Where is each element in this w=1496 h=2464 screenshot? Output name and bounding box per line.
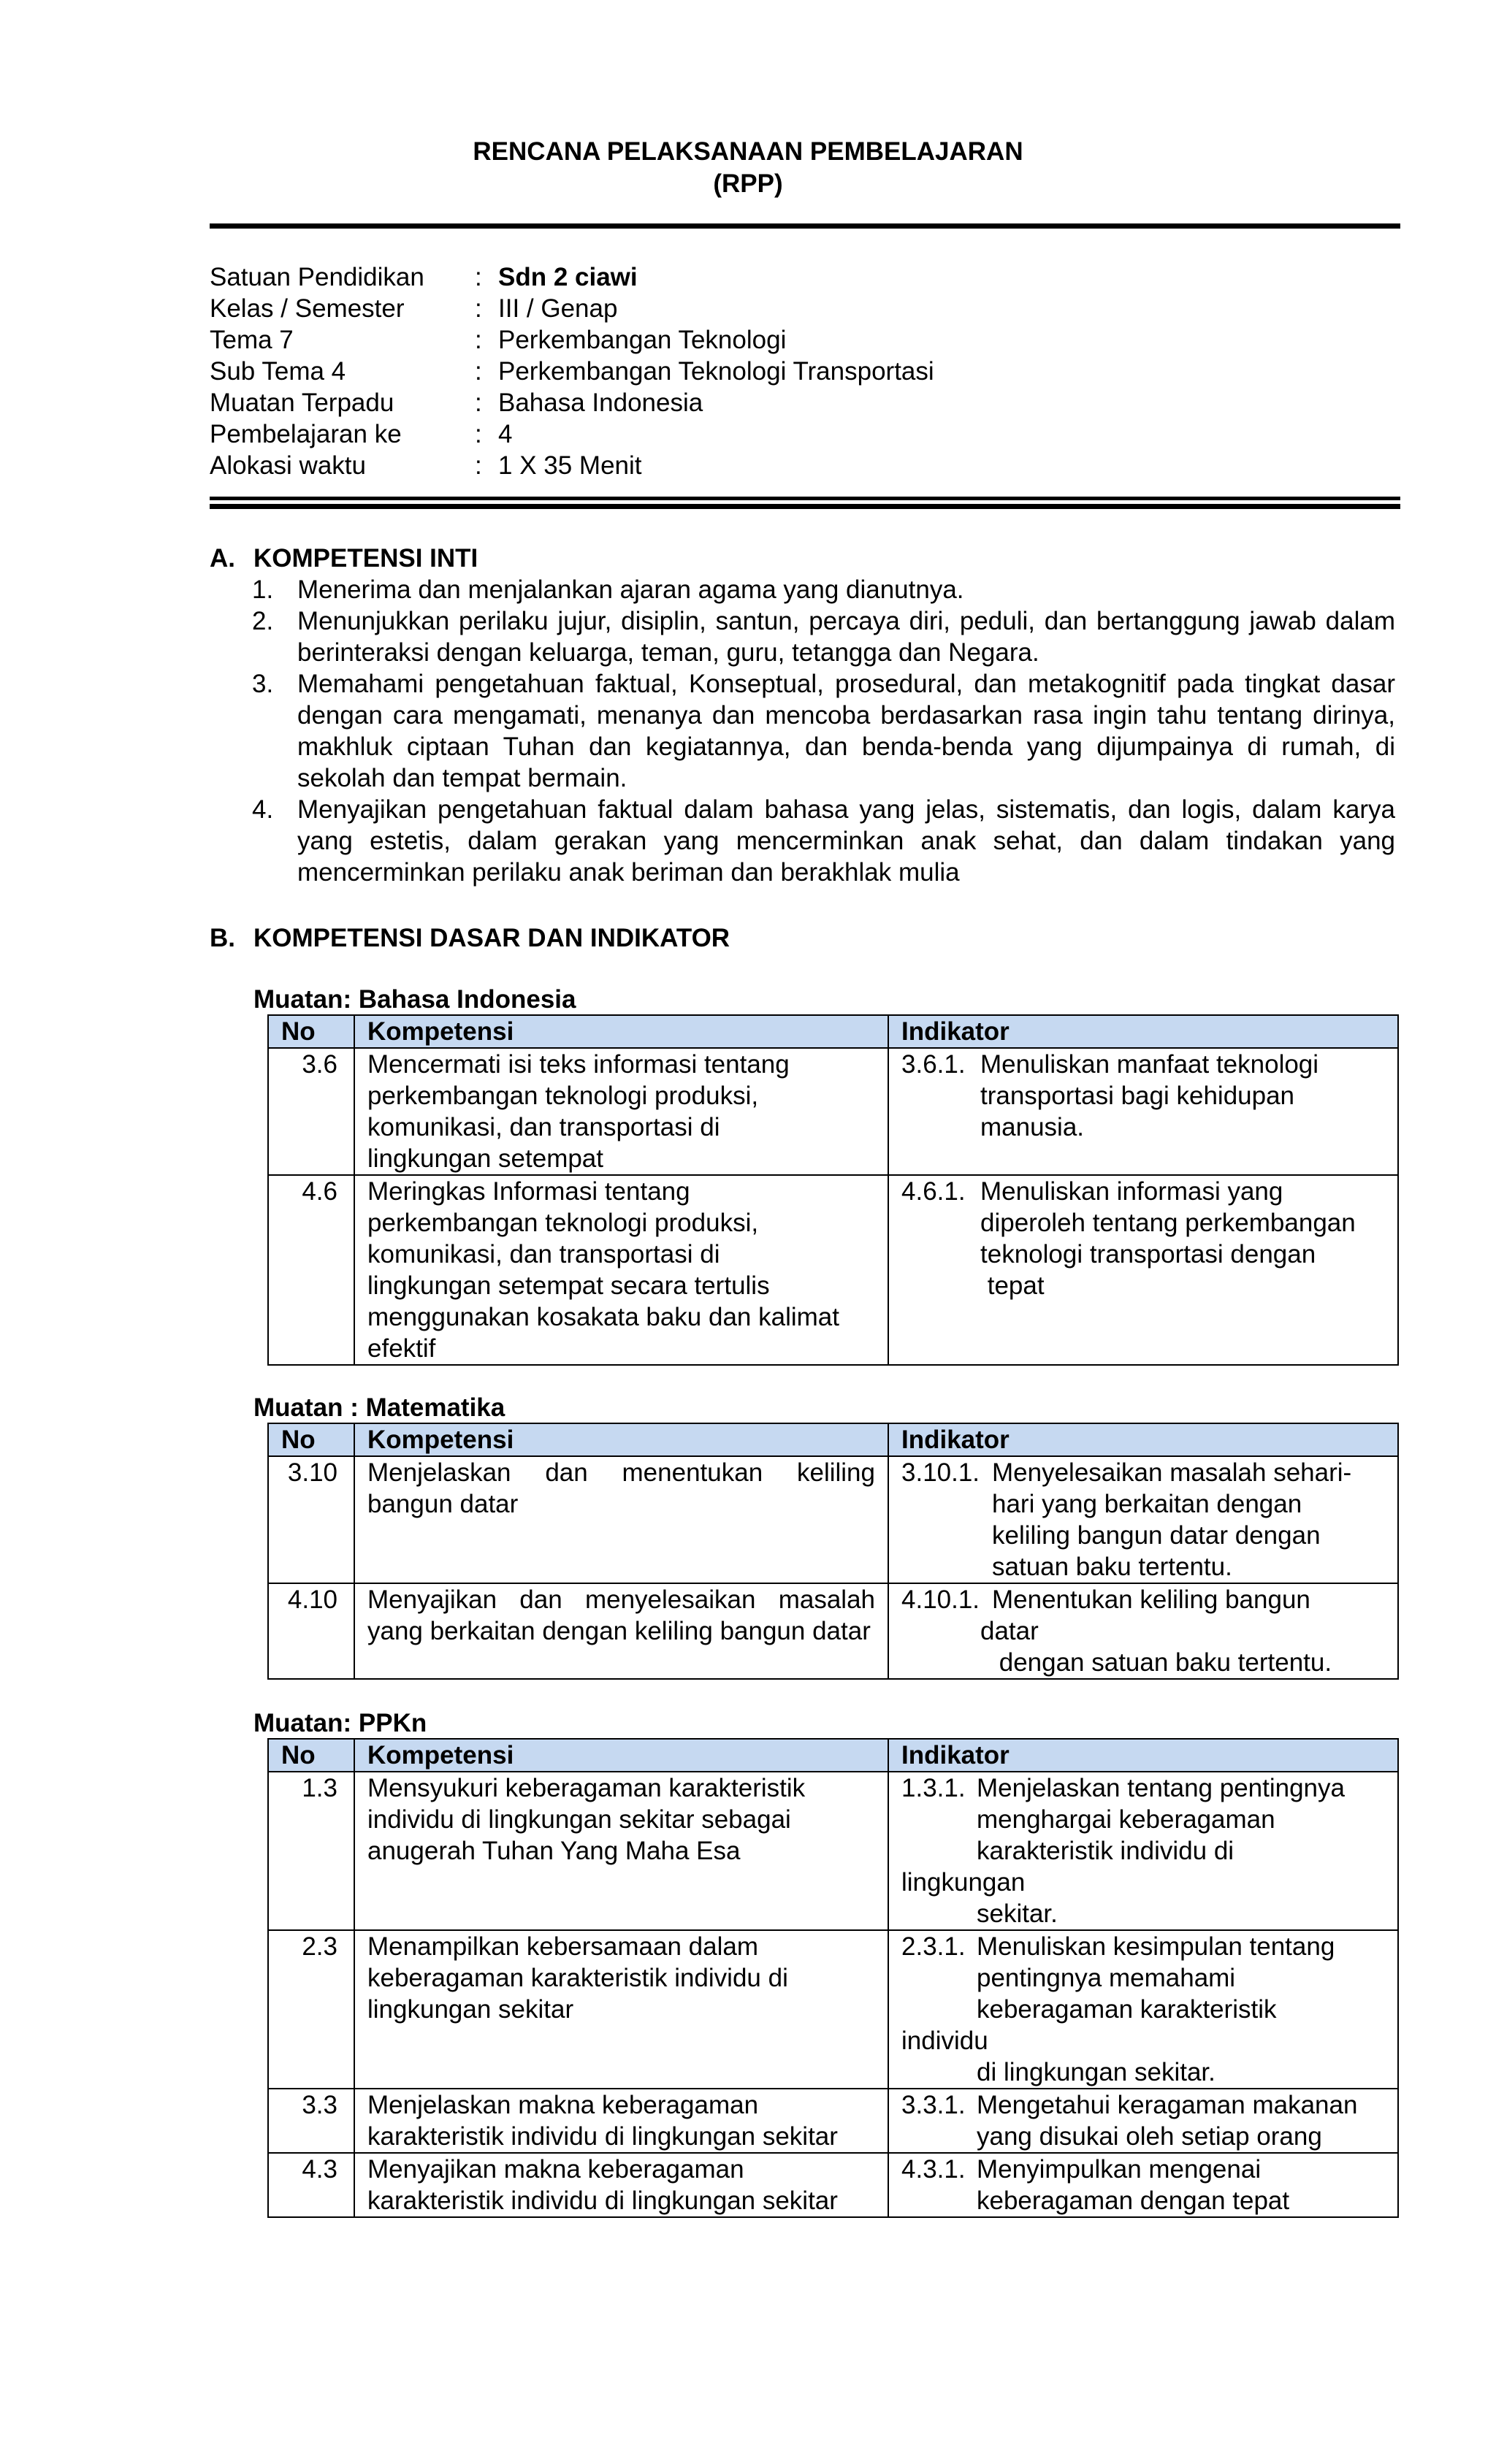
cell-indikator xyxy=(888,2089,1398,2153)
indicator-code: 4.3.1. xyxy=(901,2155,966,2184)
cell-indikator xyxy=(888,1175,1398,1365)
column-header-no: No xyxy=(268,1015,354,1048)
identity-label: Pembelajaran ke xyxy=(210,420,402,448)
text-line: komunikasi, dan transportasi di xyxy=(367,1240,720,1269)
table-row xyxy=(268,1456,1398,1583)
indicator-code: 4.10.1. xyxy=(901,1585,980,1614)
identity-value: 1 X 35 Menit xyxy=(498,451,642,480)
text-line: perkembangan teknologi produksi, xyxy=(367,1209,759,1237)
column-header-no: No xyxy=(268,1739,354,1772)
text-line: menghargai keberagaman xyxy=(977,1805,1275,1834)
table-header-row xyxy=(268,1739,1398,1772)
cell-kompetensi: Menyajikan dan menyelesaikan masalah yang berkaitan dengan keliling bangun datar xyxy=(354,1583,888,1679)
indicator-code: 3.10.1. xyxy=(901,1458,980,1487)
list-item xyxy=(252,574,1395,605)
muatan-heading-matematika: Muatan : Matematika xyxy=(253,1393,505,1422)
cell-indikator xyxy=(888,1048,1398,1175)
kompetensi-inti-list xyxy=(252,574,1395,888)
text-line: transportasi bagi kehidupan xyxy=(980,1082,1295,1110)
section-letter: B. xyxy=(210,924,235,952)
text-line: tepat xyxy=(980,1271,1045,1300)
muatan-heading-bahasa: Muatan: Bahasa Indonesia xyxy=(253,985,576,1014)
text-line: Menentukan keliling bangun xyxy=(992,1585,1310,1614)
section-title: KOMPETENSI DASAR DAN INDIKATOR xyxy=(253,924,730,952)
identity-colon: : xyxy=(475,294,482,323)
text-line: Mencermati isi teks informasi tentang xyxy=(367,1050,790,1079)
text-line: teknologi transportasi dengan xyxy=(980,1240,1316,1269)
text-line: datar xyxy=(980,1617,1039,1645)
list-text: Menyajikan pengetahuan faktual dalam bahasa yang jelas, sistematis, dan logis, dalam karya yang estetis, dalam gerakan yang mencerminkan anak sehat, dan dalam tindakan yang mencerminkan perilaku anak beriman dan berakhlak mulia xyxy=(297,795,1395,887)
text-line: dengan satuan baku tertentu. xyxy=(992,1648,1332,1677)
table-row xyxy=(268,1930,1398,2089)
text-line: hari yang berkaitan dengan xyxy=(992,1490,1302,1518)
header-divider xyxy=(210,223,1400,229)
kd-table-bahasa xyxy=(267,1014,1399,1366)
table-row xyxy=(268,1772,1398,1930)
text-line: perkembangan teknologi produksi, xyxy=(367,1082,759,1110)
identity-label: Kelas / Semester xyxy=(210,294,405,323)
cell-indikator xyxy=(888,1456,1398,1583)
identity-divider-bottom xyxy=(210,504,1400,509)
text-line: keliling bangun datar dengan xyxy=(992,1521,1321,1550)
text-line: karakteristik individu di lingkungan sekitar xyxy=(367,2186,838,2215)
identity-colon: : xyxy=(475,420,482,448)
muatan-heading-ppkn: Muatan: PPKn xyxy=(253,1709,427,1737)
column-header-indikator: Indikator xyxy=(888,1739,1398,1772)
column-header-kompetensi: Kompetensi xyxy=(354,1739,888,1772)
text-line: keberagaman karakteristik individu di xyxy=(367,1964,788,1992)
cell-kompetensi xyxy=(354,2089,888,2153)
cell-indikator xyxy=(888,1930,1398,2089)
text-line: Menjelaskan tentang pentingnya xyxy=(977,1774,1345,1802)
cell-kompetensi xyxy=(354,1175,888,1365)
text-line: keberagaman karakteristik xyxy=(977,1995,1277,2024)
identity-colon: : xyxy=(475,389,482,417)
cell-no: 4.10 xyxy=(268,1583,354,1679)
column-header-kompetensi: Kompetensi xyxy=(354,1423,888,1456)
cell-kompetensi: Menjelaskan dan menentukan keliling bangun datar xyxy=(354,1456,888,1583)
text-line: Menuliskan informasi yang xyxy=(980,1177,1283,1206)
cell-indikator xyxy=(888,2153,1398,2217)
list-text: Menerima dan menjalankan ajaran agama yang dianutnya. xyxy=(297,575,964,604)
title-line-1: RENCANA PELAKSANAAN PEMBELAJARAN xyxy=(473,137,1023,166)
text-line: Menyelesaikan masalah sehari- xyxy=(992,1458,1352,1487)
identity-divider-top xyxy=(210,497,1400,500)
identity-value: Bahasa Indonesia xyxy=(498,389,703,417)
identity-value: Perkembangan Teknologi Transportasi xyxy=(498,357,934,386)
table-header-row xyxy=(268,1423,1398,1456)
table-row xyxy=(268,1583,1398,1679)
text-line: diperoleh tentang perkembangan xyxy=(980,1209,1356,1237)
text-line: keberagaman dengan tepat xyxy=(977,2186,1290,2215)
text-line: Menjelaskan makna keberagaman xyxy=(367,2091,759,2119)
identity-value: Sdn 2 ciawi xyxy=(498,263,638,291)
column-header-no: No xyxy=(268,1423,354,1456)
cell-no: 4.3 xyxy=(268,2153,354,2217)
section-a-heading xyxy=(210,543,478,574)
cell-kompetensi xyxy=(354,1930,888,2089)
cell-no: 2.3 xyxy=(268,1930,354,2089)
text-line: yang disukai oleh setiap orang xyxy=(977,2122,1322,2151)
text-line: Mengetahui keragaman makanan xyxy=(977,2091,1358,2119)
list-text: Memahami pengetahuan faktual, Konseptual, prosedural, dan metakognitif pada tingkat dasar dengan cara mengamati, menanya dan mencoba berdasarkan rasa ingin tahu tentang dirinya, makhluk ciptaan Tuhan dan kegiatannya, dan benda-benda yang dijumpainya di rumah, di sekolah dan tempat bermain. xyxy=(297,670,1395,792)
text-line: sekitar. xyxy=(977,1899,1058,1928)
list-number: 1. xyxy=(252,575,274,604)
identity-value: III / Genap xyxy=(498,294,618,323)
identity-label: Sub Tema 4 xyxy=(210,357,346,386)
text-line: Meringkas Informasi tentang xyxy=(367,1177,690,1206)
text-line: Menuliskan manfaat teknologi xyxy=(980,1050,1319,1079)
text-line: anugerah Tuhan Yang Maha Esa xyxy=(367,1837,741,1865)
text-line: lingkungan setempat secara tertulis xyxy=(367,1271,770,1300)
section-title: KOMPETENSI INTI xyxy=(253,544,478,573)
text-line: Menampilkan kebersamaan dalam xyxy=(367,1932,758,1961)
text-line: lingkungan setempat xyxy=(367,1144,603,1173)
text-line: karakteristik individu di xyxy=(977,1837,1234,1865)
table-row xyxy=(268,2153,1398,2217)
list-item xyxy=(252,605,1395,668)
list-number: 2. xyxy=(252,607,274,635)
text-line: Menuliskan kesimpulan tentang xyxy=(977,1932,1335,1961)
indicator-code: 4.6.1. xyxy=(901,1177,966,1206)
cell-no: 3.6 xyxy=(268,1048,354,1175)
text-line: menggunakan kosakata baku dan kalimat xyxy=(367,1303,839,1331)
table-row xyxy=(268,2089,1398,2153)
text-line: manusia. xyxy=(980,1113,1085,1141)
list-number: 3. xyxy=(252,670,274,698)
table-header-row xyxy=(268,1015,1398,1048)
column-header-indikator: Indikator xyxy=(888,1423,1398,1456)
text-line: di lingkungan sekitar. xyxy=(977,2058,1216,2086)
identity-label: Muatan Terpadu xyxy=(210,389,394,417)
identity-colon: : xyxy=(475,263,482,291)
indicator-code: 2.3.1. xyxy=(901,1932,966,1961)
table-row xyxy=(268,1048,1398,1175)
text-line: efektif xyxy=(367,1334,436,1363)
column-header-indikator: Indikator xyxy=(888,1015,1398,1048)
text-line: satuan baku tertentu. xyxy=(992,1553,1232,1581)
list-text: Menunjukkan perilaku jujur, disiplin, santun, percaya diri, peduli, dan bertanggung jawab dalam berinteraksi dengan keluarga, teman, guru, tetangga dan Negara. xyxy=(297,607,1395,667)
indicator-code: 1.3.1. xyxy=(901,1774,966,1802)
table-row xyxy=(268,1175,1398,1365)
cell-indikator xyxy=(888,1583,1398,1679)
indicator-code: 3.3.1. xyxy=(901,2091,966,2119)
cell-kompetensi xyxy=(354,1048,888,1175)
document-title xyxy=(0,136,1496,200)
text-line: individu di lingkungan sekitar sebagai xyxy=(367,1805,791,1834)
identity-colon: : xyxy=(475,451,482,480)
cell-kompetensi xyxy=(354,2153,888,2217)
text-line: Menyajikan makna keberagaman xyxy=(367,2155,744,2184)
section-letter: A. xyxy=(210,544,235,573)
list-number: 4. xyxy=(252,795,274,824)
cell-kompetensi xyxy=(354,1772,888,1930)
kd-table-ppkn xyxy=(267,1738,1399,2218)
list-item xyxy=(252,668,1395,794)
text-line: komunikasi, dan transportasi di xyxy=(367,1113,720,1141)
column-header-kompetensi: Kompetensi xyxy=(354,1015,888,1048)
cell-no: 4.6 xyxy=(268,1175,354,1365)
text-line: karakteristik individu di lingkungan sekitar xyxy=(367,2122,838,2151)
identity-value: 4 xyxy=(498,420,513,448)
text-line: Mensyukuri keberagaman karakteristik xyxy=(367,1774,806,1802)
kd-table-matematika xyxy=(267,1423,1399,1680)
cell-no: 1.3 xyxy=(268,1772,354,1930)
identity-colon: : xyxy=(475,326,482,354)
identity-label: Tema 7 xyxy=(210,326,294,354)
identity-value: Perkembangan Teknologi xyxy=(498,326,787,354)
section-b-heading xyxy=(210,922,730,954)
text-line: individu xyxy=(901,2027,988,2055)
cell-no: 3.3 xyxy=(268,2089,354,2153)
title-line-2: (RPP) xyxy=(713,169,783,198)
cell-indikator xyxy=(888,1772,1398,1930)
identity-label: Satuan Pendidikan xyxy=(210,263,424,291)
text-line: pentingnya memahami xyxy=(977,1964,1236,1992)
identity-colon: : xyxy=(475,357,482,386)
text-line: lingkungan xyxy=(901,1868,1026,1897)
text-line: Menyimpulkan mengenai xyxy=(977,2155,1262,2184)
list-item xyxy=(252,794,1395,888)
cell-no: 3.10 xyxy=(268,1456,354,1583)
identity-label: Alokasi waktu xyxy=(210,451,366,480)
text-line: lingkungan sekitar xyxy=(367,1995,574,2024)
indicator-code: 3.6.1. xyxy=(901,1050,966,1079)
